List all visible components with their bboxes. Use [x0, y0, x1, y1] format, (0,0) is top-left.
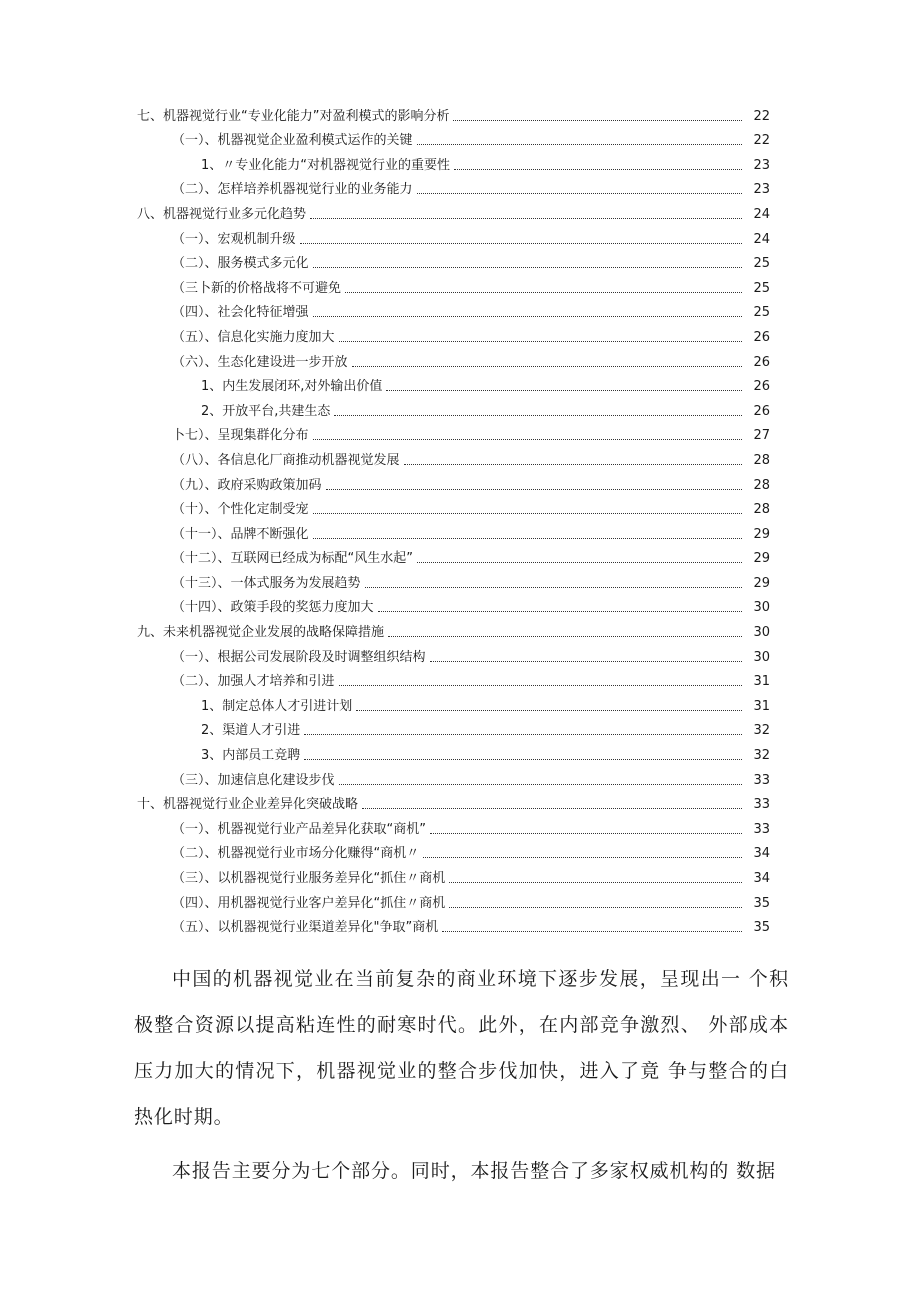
toc-entry-page-number: 24 — [753, 231, 770, 247]
dot-leader — [454, 168, 742, 170]
toc-entry[interactable] — [0, 321, 920, 346]
toc-entry-label: （一）、宏观机制升级 — [172, 232, 300, 248]
dot-leader — [430, 660, 742, 662]
toc-entry-label: 1、内生发展闭环,对外输出价值 — [201, 379, 386, 395]
toc-entry-page-number: 24 — [753, 206, 770, 222]
toc-entry[interactable] — [0, 395, 920, 420]
toc-entry[interactable] — [0, 346, 920, 371]
toc-entry[interactable] — [0, 198, 920, 223]
toc-entry-page-number: 34 — [753, 871, 770, 886]
toc-entry-label: （十四）、政策手段的奖惩力度加大 — [172, 600, 378, 616]
dot-leader — [352, 365, 742, 367]
toc-entry-label: （二）、服务模式多元化 — [172, 256, 313, 272]
dot-leader — [334, 414, 742, 416]
body-paragraph-2: 本报告主要分为七个部分。同时，本报告整合了多家权威机构的 数据 — [172, 1160, 776, 1182]
toc-entry-label: 九、未来机器视觉企业发展的战略保障措施 — [137, 625, 388, 641]
toc-entry-page-number: 29 — [753, 575, 770, 591]
toc-entry-page-number: 29 — [753, 551, 770, 567]
dot-leader — [449, 906, 742, 908]
toc-entry[interactable] — [0, 248, 920, 273]
toc-entry-page-number: 22 — [753, 108, 770, 124]
dot-leader — [313, 266, 742, 268]
toc-entry-label: （一）、机器视觉企业盈利模式运作的关键 — [172, 133, 417, 149]
toc-entry-label: （一）、根据公司发展阶段及时调整组织结构 — [172, 650, 430, 666]
toc-entry-page-number: 34 — [753, 846, 770, 862]
toc-entry[interactable] — [0, 174, 920, 199]
toc-entry-label: 2、渠道人才引进 — [201, 723, 304, 739]
toc-entry-page-number: 35 — [753, 920, 770, 936]
toc-entry[interactable] — [0, 518, 920, 543]
toc-entry[interactable] — [0, 297, 920, 322]
toc-entry-page-number: 28 — [753, 477, 770, 493]
toc-entry[interactable] — [0, 862, 920, 887]
toc-entry-label: 3、内部员工竞聘 — [201, 748, 304, 764]
toc-entry-label: （五）、以机器视觉行业渠道差异化"争取”商机 — [172, 920, 442, 936]
dot-leader — [453, 119, 742, 121]
dot-leader — [386, 389, 742, 391]
toc-entry-label: （六）、生态化建设进一步开放 — [172, 355, 352, 371]
dot-leader — [313, 315, 742, 317]
toc-entry-page-number: 26 — [753, 354, 770, 370]
toc-entry-page-number: 25 — [753, 280, 770, 296]
toc-entry[interactable] — [0, 149, 920, 174]
dot-leader — [310, 217, 742, 219]
toc-entry-page-number: 31 — [753, 698, 770, 714]
toc-entry-label: （十一）、品牌不断强化 — [172, 527, 313, 543]
dot-leader — [345, 291, 742, 293]
toc-entry-label: （三）、以机器视觉行业服务差异化“抓住〃商机 — [172, 871, 449, 887]
toc-entry-page-number: 33 — [753, 772, 770, 788]
toc-entry-label: 1、制定总体人才引进计划 — [201, 699, 356, 715]
toc-entry[interactable] — [0, 272, 920, 297]
toc-entry-page-number: 33 — [753, 797, 770, 813]
dot-leader — [365, 586, 742, 588]
toc-entry-page-number: 22 — [753, 133, 770, 149]
toc-entry-label: 2、开放平台,共建生态 — [201, 404, 334, 420]
dot-leader — [304, 733, 742, 735]
body-paragraph-1: 中国的机器视觉业在当前复杂的商业环境下逐步发展，呈现出一 个积极整合资源以提高粘连性的耐寒时代。此外，在内部竞争激烈、 外部成本压力加大的情况下，机器视觉业的整合步伐加快，进入了竟 争与整合的白热化时期。 — [134, 968, 789, 1128]
dot-leader — [388, 635, 742, 637]
dot-leader — [339, 340, 742, 342]
toc-entry[interactable] — [0, 616, 920, 641]
dot-leader — [430, 832, 742, 834]
dot-leader — [404, 463, 742, 465]
dot-leader — [417, 143, 742, 145]
toc-entry[interactable] — [0, 838, 920, 863]
toc-entry-page-number: 26 — [753, 379, 770, 395]
toc-entry-page-number: 35 — [753, 895, 770, 911]
toc-entry[interactable] — [0, 100, 920, 125]
toc-entry[interactable] — [0, 912, 920, 937]
toc-entry[interactable] — [0, 567, 920, 592]
toc-entry[interactable] — [0, 641, 920, 666]
dot-leader — [378, 610, 742, 612]
toc-entry[interactable] — [0, 223, 920, 248]
toc-entry[interactable] — [0, 494, 920, 519]
toc-entry[interactable] — [0, 764, 920, 789]
toc-entry-page-number: 30 — [753, 600, 770, 616]
toc-entry-label: （二）、怎样培养机器视觉行业的业务能力 — [172, 182, 417, 198]
toc-entry-page-number: 30 — [753, 625, 770, 641]
toc-entry-label: （二）、加强人才培养和引进 — [172, 674, 339, 690]
toc-entry-label: 七、机器视觉行业“专业化能力”对盈利模式的影响分析 — [137, 109, 453, 125]
toc-entry-page-number: 27 — [753, 428, 770, 444]
toc-entry-page-number: 33 — [753, 821, 770, 837]
toc-entry[interactable] — [0, 444, 920, 469]
toc-entry-label: 1、〃专业化能力“对机器视觉行业的重要性 — [201, 158, 454, 174]
toc-entry[interactable] — [0, 420, 920, 445]
toc-entry-page-number: 32 — [753, 723, 770, 739]
toc-entry-label: （五）、信息化实施力度加大 — [172, 330, 339, 346]
dot-leader — [449, 881, 742, 883]
dot-leader — [442, 930, 742, 932]
toc-entry[interactable] — [0, 887, 920, 912]
toc-entry-page-number: 30 — [753, 649, 770, 665]
toc-entry-label: （十三）、一体式服务为发展趋势 — [172, 576, 365, 592]
toc-entry[interactable] — [0, 469, 920, 494]
dot-leader — [300, 242, 742, 244]
dot-leader — [304, 758, 742, 760]
toc-entry-label: （三卜新的价格战将不可避免 — [172, 281, 345, 297]
toc-entry-label: （四）、用机器视觉行业客户差异化“抓住〃商机 — [172, 896, 449, 912]
toc-entry-label: （八）、各信息化厂商推动机器视觉发展 — [172, 453, 404, 469]
dot-leader — [313, 512, 742, 514]
toc-entry[interactable] — [0, 715, 920, 740]
toc-entry[interactable] — [0, 125, 920, 150]
dot-leader — [313, 438, 742, 440]
dot-leader — [362, 807, 742, 809]
table-of-contents — [0, 100, 920, 936]
toc-entry-page-number: 31 — [753, 674, 770, 690]
toc-entry-page-number: 32 — [753, 748, 770, 764]
dot-leader — [339, 783, 742, 785]
toc-entry-label: （十二）、互联网已经成为标配“风生水起” — [172, 551, 417, 567]
toc-entry-label: （一）、机器视觉行业产品差异化获取“商机” — [172, 822, 430, 838]
dot-leader — [423, 856, 742, 858]
toc-entry-page-number: 26 — [753, 403, 770, 419]
toc-entry[interactable] — [0, 666, 920, 691]
dot-leader — [326, 488, 742, 490]
toc-entry-label: 卜七）、呈现集群化分布 — [172, 428, 313, 444]
toc-entry[interactable] — [0, 789, 920, 814]
toc-entry[interactable] — [0, 543, 920, 568]
toc-entry-page-number: 25 — [753, 256, 770, 272]
toc-entry[interactable] — [0, 739, 920, 764]
toc-entry-page-number: 28 — [753, 452, 770, 468]
toc-entry-label: 八、机器视觉行业多元化趋势 — [137, 207, 310, 223]
toc-entry-page-number: 23 — [753, 182, 770, 198]
dot-leader — [417, 192, 742, 194]
toc-entry-page-number: 28 — [753, 502, 770, 518]
toc-entry[interactable] — [0, 690, 920, 715]
dot-leader — [339, 684, 742, 686]
toc-entry-label: （十）、个性化定制受宠 — [172, 502, 313, 518]
dot-leader — [356, 709, 742, 711]
toc-entry-label: （四）、社会化特征增强 — [172, 305, 313, 321]
toc-entry-label: 十、机器视觉行业企业差异化突破战略 — [137, 797, 362, 813]
dot-leader — [417, 561, 742, 563]
dot-leader — [313, 537, 742, 539]
toc-entry-label: （二）、机器视觉行业市场分化赚得“商机〃 — [172, 846, 423, 862]
toc-entry-page-number: 25 — [753, 305, 770, 321]
toc-entry-page-number: 29 — [753, 526, 770, 542]
toc-entry[interactable] — [0, 592, 920, 617]
toc-entry[interactable] — [0, 813, 920, 838]
toc-entry[interactable] — [0, 371, 920, 396]
toc-entry-label: （三）、加速信息化建设步伐 — [172, 773, 339, 789]
toc-entry-page-number: 26 — [753, 329, 770, 345]
toc-entry-page-number: 23 — [753, 157, 770, 173]
toc-entry-label: （九）、政府采购政策加码 — [172, 478, 326, 494]
